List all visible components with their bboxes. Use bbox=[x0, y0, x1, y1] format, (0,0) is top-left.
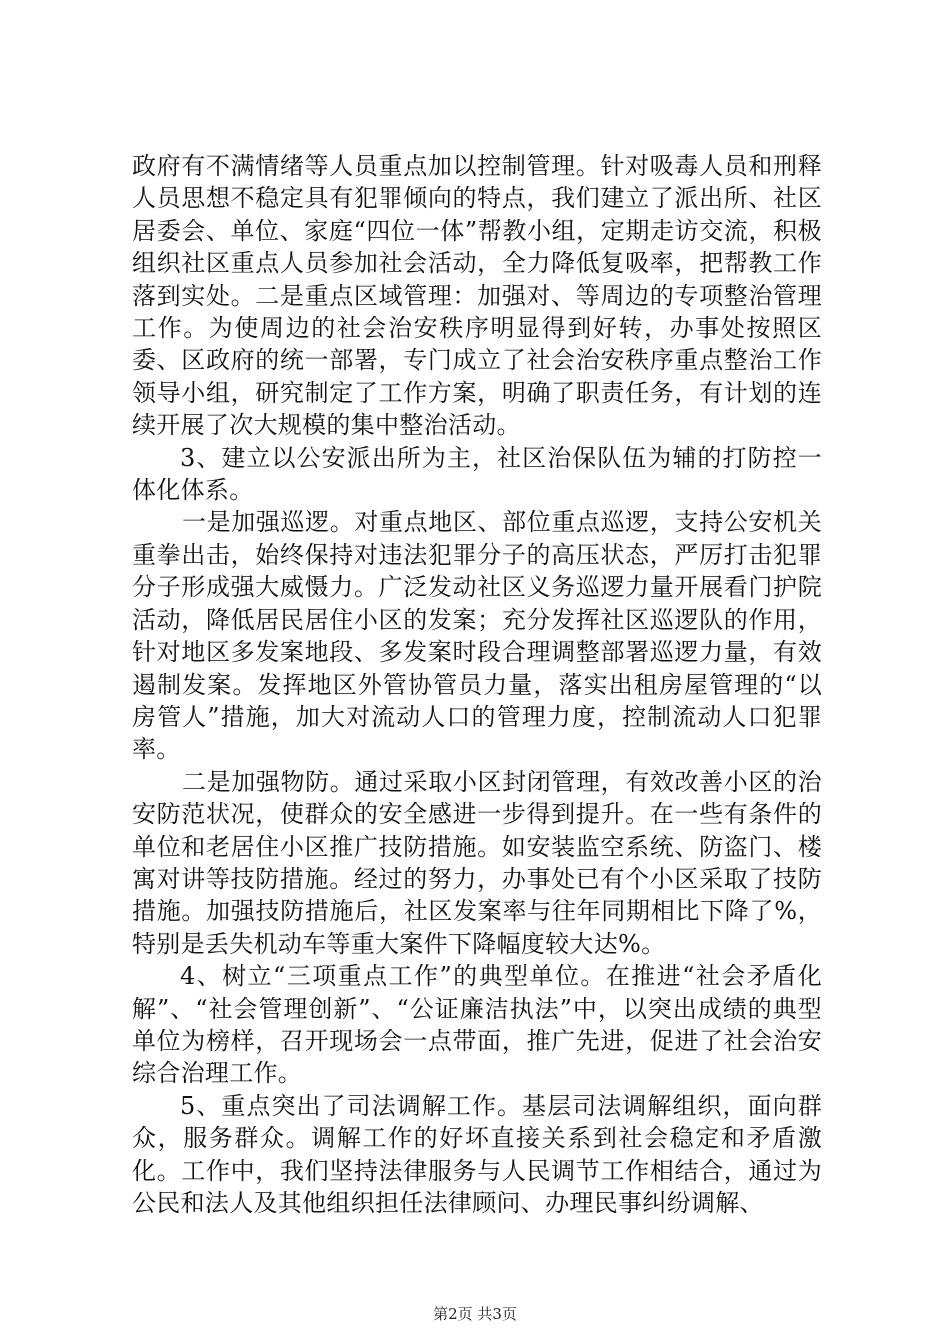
paragraph-2: 3、建立以公安派出所为主，社区治保队伍为辅的打防控一体化体系。 bbox=[132, 443, 822, 505]
paragraph-1: 政府有不满情绪等人员重点加以控制管理。针对吸毒人员和刑释人员思想不稳定具有犯罪倾向的特点，我们建立了派出所、社区居委会、单位、家庭“四位一体”帮教小组，定期走访交流，积极组织社区重点人员参加社会活动，全力降低复吸率，把帮教工作落到实处。二是重点区域管理：加强对、等周边的专项整治管理工作。为使周边的社会治安秩序明显得到好转，办事处按照区委、区政府的统一部署，专门成立了社会治安秩序重点整治工作领导小组，研究制定了工作方案，明确了职责任务，有计划的连续开展了次大规模的集中整治活动。 bbox=[132, 152, 822, 440]
paragraph-6: 5、重点突出了司法调解工作。基层司法调解组织，面向群众，服务群众。调解工作的好坏直接关系到社会稳定和矛盾激化。工作中，我们坚持法律服务与人民调节工作相结合，通过为公民和法人及其他组织担任法律顾问、办理民事纠纷调解、 bbox=[132, 1091, 822, 1217]
paragraph-3: 一是加强巡逻。对重点地区、部位重点巡逻，支持公安机关重拳出击，始终保持对违法犯罪分子的高压状态，严厉打击犯罪分子形成强大威慑力。广泛发动社区义务巡逻力量开展看门护院活动，降低居民居住小区的发案；充分发挥社区巡逻队的作用，针对地区多发案地段、多发案时段合理调整部署巡逻力量，有效遏制发案。发挥地区外管协管员力量，落实出租房屋管理的“以房管人”措施，加大对流动人口的管理力度，控制流动人口犯罪率。 bbox=[132, 508, 822, 764]
paragraph-4: 二是加强物防。通过采取小区封闭管理，有效改善小区的治安防范状况，使群众的安全感进一步得到提升。在一些有条件的单位和老居住小区推广技防措施。如安装监空系统、防盗门、楼寓对讲等技防措施。经过的努力，办事处已有个小区采取了技防措施。加强技防措施后，社区发案率与往年同期相比下降了%，特别是丢失机动车等重大案件下降幅度较大达%。 bbox=[132, 767, 822, 958]
page-footer: 第2页 共3页 bbox=[433, 1305, 517, 1323]
document-body bbox=[132, 150, 822, 1219]
paragraph-5: 4、树立“三项重点工作”的典型单位。在推进“社会矛盾化解”、“社会管理创新”、“公证廉洁执法”中，以突出成绩的典型单位为榜样，召开现场会一点带面，推广先进，促进了社会治安综合治理工作。 bbox=[132, 962, 822, 1088]
